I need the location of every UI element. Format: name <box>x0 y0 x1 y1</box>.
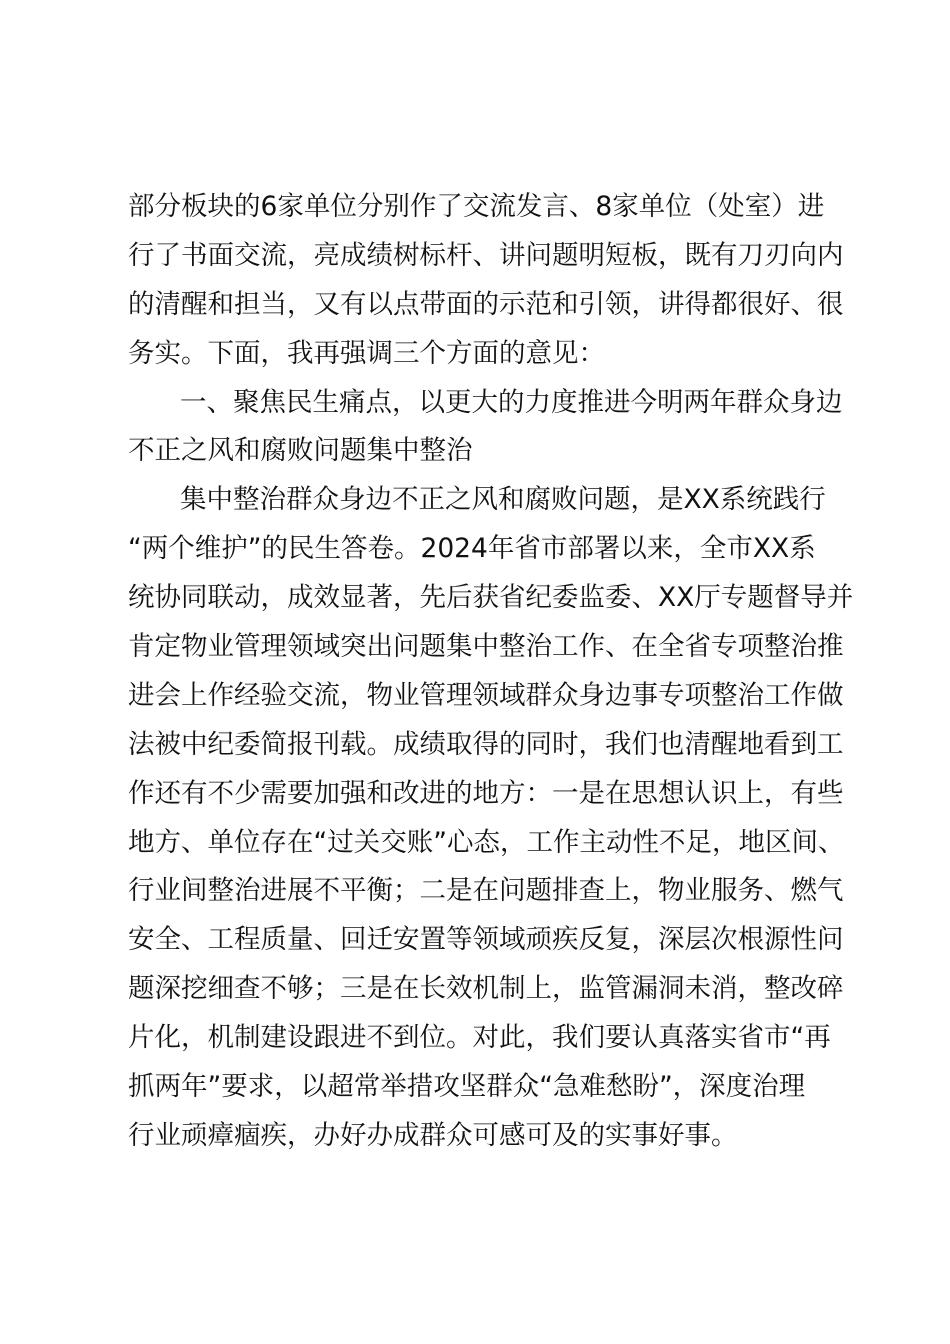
body-line: “两个维护”的民生答卷。2024年省市部署以来，全市XX系 <box>128 533 816 565</box>
body-line: 题深挖细查不够；三是在长效机制上，监管漏洞未消，整改碎 <box>128 973 844 1005</box>
body-line: 安全、工程质量、回迁安置等领域顽疾反复，深层次根源性问 <box>128 924 844 956</box>
body-line: 行了书面交流，亮成绩树标杆、讲问题明短板，既有刀刃向内 <box>128 239 844 271</box>
body-line: 法被中纪委简报刊载。成绩取得的同时，我们也清醒地看到工 <box>128 728 844 760</box>
section-heading-line: 不正之风和腐败问题集中整治 <box>128 435 473 467</box>
body-line: 进会上作经验交流，物业管理领域群众身边事专项整治工作做 <box>128 679 844 711</box>
body-line: 片化，机制建设跟进不到位。对此，我们要认真落实省市“再 <box>128 1022 831 1054</box>
body-line: 务实。下面，我再强调三个方面的意见： <box>128 337 605 369</box>
body-line: 行业顽瘴痼疾，办好办成群众可感可及的实事好事。 <box>128 1119 738 1151</box>
body-line: 肯定物业管理领域突出问题集中整治工作、在全省专项整治推 <box>128 631 844 663</box>
body-line: 统协同联动，成效显著，先后获省纪委监委、XX厅专题督导并 <box>128 582 854 614</box>
body-line: 抓两年”要求，以超常举措攻坚群众“急难愁盼”，深度治理 <box>128 1071 806 1103</box>
body-line: 集中整治群众身边不正之风和腐败问题，是XX系统践行 <box>180 484 826 516</box>
section-heading-line: 一、聚焦民生痛点，以更大的力度推进今明两年群众身边 <box>180 386 843 418</box>
document-body <box>128 183 854 1161</box>
body-line: 地方、单位存在“过关交账”心态，工作主动性不足，地区间、 <box>128 826 845 858</box>
body-line: 作还有不少需要加强和改进的地方：一是在思想认识上，有些 <box>128 777 844 809</box>
body-line: 部分板块的6家单位分别作了交流发言、8家单位（处室）进 <box>128 191 825 222</box>
body-line: 的清醒和担当，又有以点带面的示范和引领，讲得都很好、很 <box>128 288 844 320</box>
body-line: 行业间整治进展不平衡；二是在问题排查上，物业服务、燃气 <box>128 875 844 907</box>
